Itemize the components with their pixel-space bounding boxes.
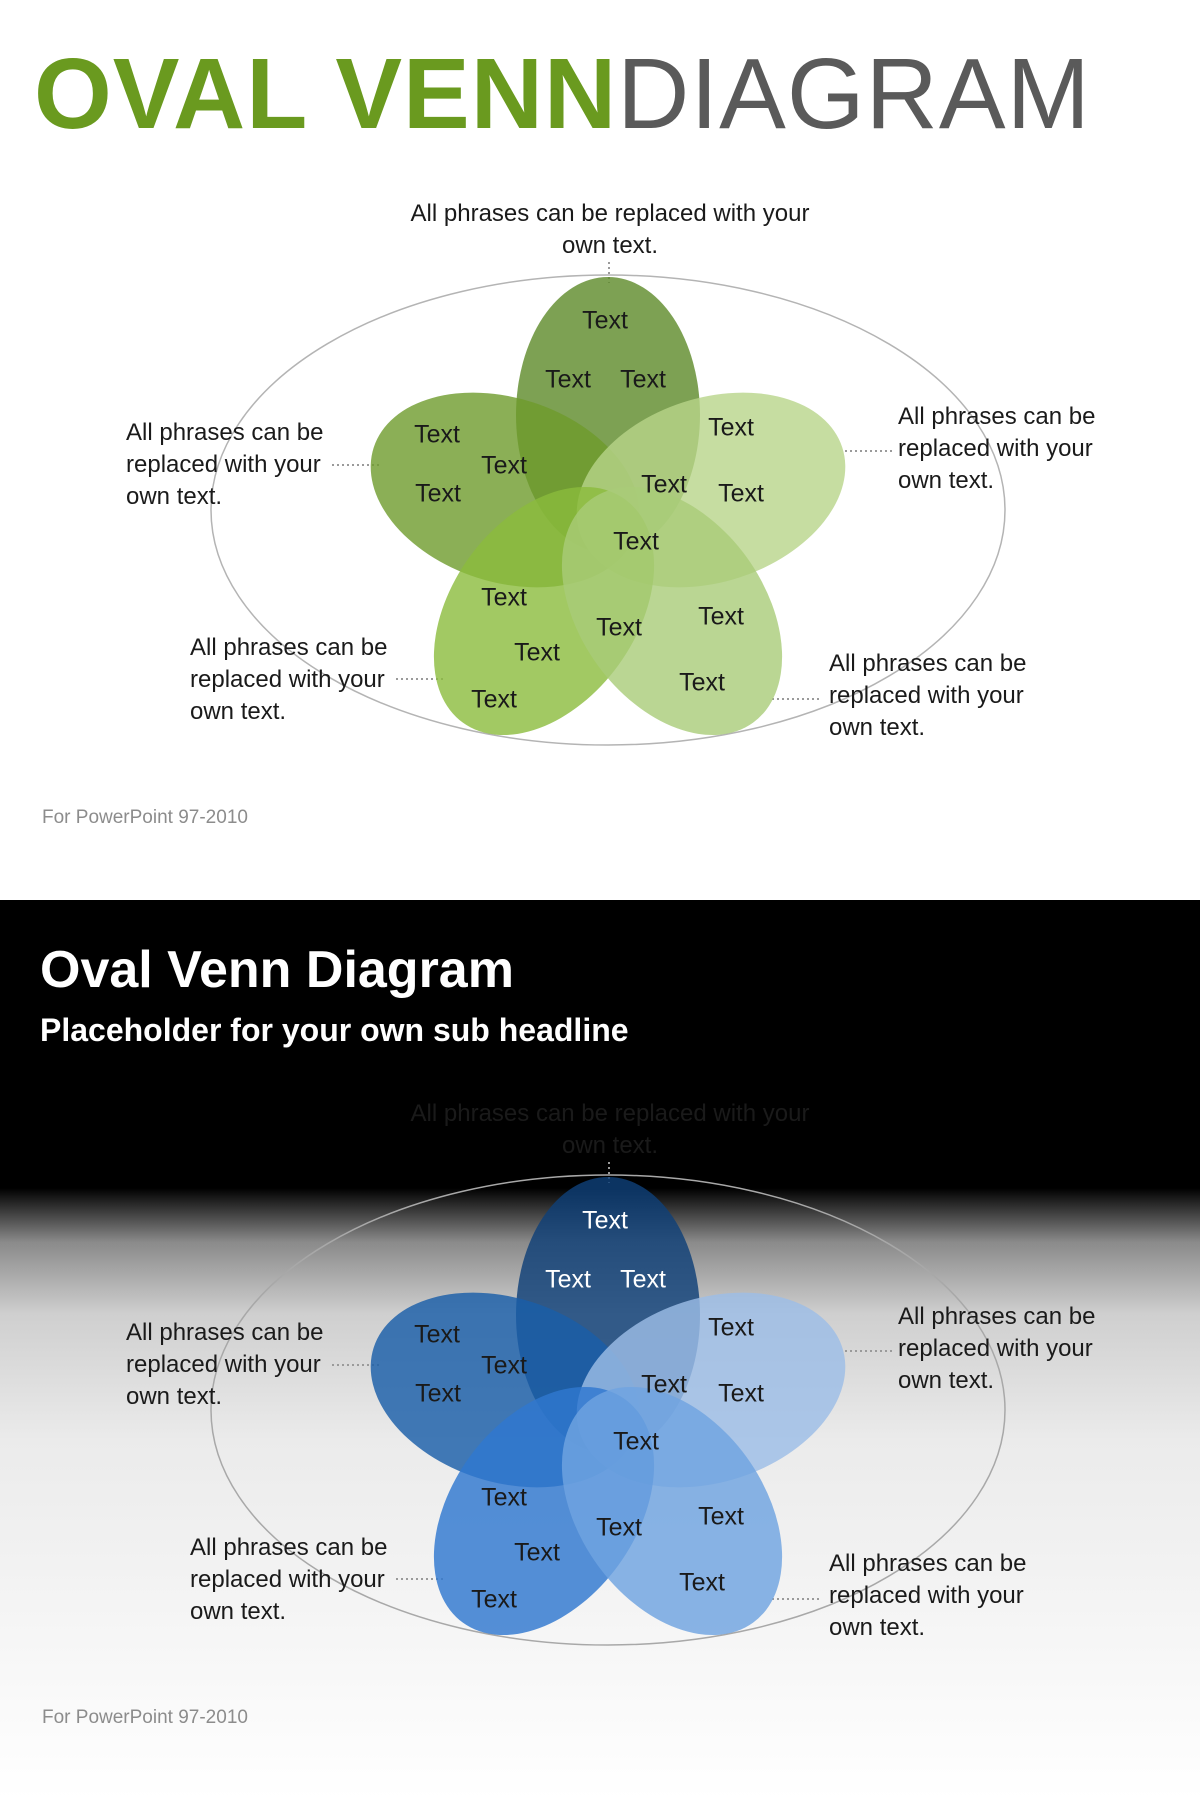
callout-bottom-left: All phrases can be replaced with your own text.	[190, 634, 388, 725]
petal-label: Text	[414, 1320, 460, 1349]
footer-note: For PowerPoint 97-2010	[42, 807, 248, 828]
petal-label: Text	[708, 1313, 754, 1342]
callout-top: All phrases can be replaced with your own text.	[410, 200, 810, 259]
callout-right: All phrases can be replaced with your own text.	[898, 1303, 1096, 1394]
petal-label: Text	[718, 479, 764, 508]
petal-label: Text	[718, 1379, 764, 1408]
petal-label: Text	[471, 1585, 517, 1614]
petal-label: Text	[514, 1538, 560, 1567]
petal-label: Text	[613, 527, 659, 556]
petal-label: Text	[641, 470, 687, 499]
petal-label: Text	[545, 1265, 591, 1294]
petal-label: Text	[471, 685, 517, 714]
callout-top: All phrases can be replaced with your own text.	[410, 1100, 810, 1159]
petal-label: Text	[596, 613, 642, 642]
petal-label: Text	[481, 1483, 527, 1512]
petal-label: Text	[415, 1379, 461, 1408]
callout-bottom-right: All phrases can be replaced with your own text.	[829, 1550, 1027, 1641]
petal-label: Text	[481, 451, 527, 480]
petal-label: Text	[481, 583, 527, 612]
petal-label: Text	[698, 602, 744, 631]
petal-label: Text	[415, 479, 461, 508]
petal-label: Text	[545, 365, 591, 394]
callout-left: All phrases can be replaced with your own text.	[126, 1319, 324, 1410]
title-part-2: DIAGRAM	[617, 38, 1091, 150]
petal-label: Text	[414, 420, 460, 449]
title-part-1: OVAL VENN	[34, 38, 618, 150]
petals	[345, 1177, 870, 1677]
petal-label: Text	[596, 1513, 642, 1542]
callout-right: All phrases can be replaced with your own text.	[898, 403, 1096, 494]
callout-bottom-left: All phrases can be replaced with your own text.	[190, 1534, 388, 1625]
petal-label: Text	[613, 1427, 659, 1456]
petal-label: Text	[641, 1370, 687, 1399]
petal-label: Text	[679, 1568, 725, 1597]
slide-title: Oval Venn Diagram	[40, 941, 514, 999]
slide-subtitle: Placeholder for your own sub headline	[40, 1012, 629, 1048]
callout-left: All phrases can be replaced with your own text.	[126, 419, 324, 510]
petal-label: Text	[514, 638, 560, 667]
petal-label: Text	[620, 365, 666, 394]
petal-label: Text	[620, 1265, 666, 1294]
petal-label: Text	[679, 668, 725, 697]
slide-blue	[0, 900, 1200, 1800]
petal-label: Text	[582, 1206, 628, 1235]
petal-label: Text	[708, 413, 754, 442]
callout-bottom-right: All phrases can be replaced with your own text.	[829, 650, 1027, 741]
petals	[345, 277, 870, 777]
petal-label: Text	[582, 306, 628, 335]
petal-label: Text	[698, 1502, 744, 1531]
footer-note: For PowerPoint 97-2010	[42, 1707, 248, 1728]
petal-label: Text	[481, 1351, 527, 1380]
